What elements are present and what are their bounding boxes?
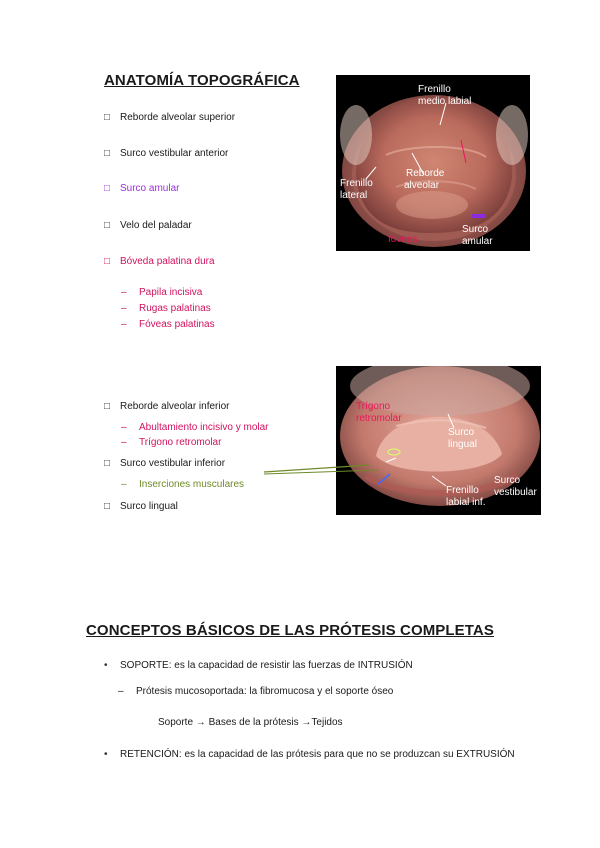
checkbox-bullet-icon: □ xyxy=(104,183,111,194)
photo-label: retromolar xyxy=(356,413,402,424)
section-title-conceptos: CONCEPTOS BÁSICOS DE LAS PRÓTESIS COMPLETAS xyxy=(86,622,494,639)
photo-label: Surco xyxy=(448,427,475,438)
list-item-label: Surco vestibular inferior xyxy=(120,458,226,469)
checkbox-bullet-icon: □ xyxy=(104,458,111,469)
checkbox-bullet-icon: □ xyxy=(104,148,111,159)
photo-label: Frenillo xyxy=(340,178,373,189)
formula-line: Soporte → Bases de la prótesis →Tejidos xyxy=(158,717,343,728)
sub-list-item-label: Fóveas palatinas xyxy=(139,319,215,330)
sub-bullet-label: Prótesis mucosoportada: la fibromucosa y el soporte óseo xyxy=(136,686,394,697)
sub-list-item-label: Trígono retromolar xyxy=(139,437,222,448)
checkbox-bullet-icon: □ xyxy=(104,256,111,267)
photo-label: medio labial xyxy=(418,96,472,107)
checkbox-bullet-icon: □ xyxy=(104,112,111,123)
photo-label: Trígono xyxy=(356,401,391,412)
sub-list-item-label: Abultamiento incisivo y molar xyxy=(139,422,269,433)
photo-label: alveolar xyxy=(404,180,440,191)
bullet-item-soporte xyxy=(104,660,413,671)
bullet-item-label: RETENCIÓN: es la capacidad de las prótesis para que no se produzcan su EXTRUSIÓN xyxy=(120,749,515,760)
list-item-label: Surco vestibular anterior xyxy=(120,148,229,159)
dash-bullet-icon: – xyxy=(121,422,127,433)
dash-bullet-icon: – xyxy=(118,686,124,697)
bullet-item-label: SOPORTE: es la capacidad de resistir las fuerzas de INTRUSIÓN xyxy=(120,660,413,671)
dash-bullet-icon: – xyxy=(121,287,127,298)
photo-label: lingual xyxy=(448,439,477,450)
photo-label: vestibular xyxy=(494,487,537,498)
list-item-label: Reborde alveolar superior xyxy=(120,112,236,123)
list-item-label: Reborde alveolar inferior xyxy=(120,401,230,412)
photo-label: Frenillo xyxy=(446,485,479,496)
list-item-label: Surco lingual xyxy=(120,501,178,512)
checkbox-bullet-icon: □ xyxy=(104,501,111,512)
photo-label: Reborde xyxy=(406,168,445,179)
photo-label: Surco xyxy=(494,475,521,486)
sub-list-item-label: Papila incisiva xyxy=(139,287,203,298)
dash-bullet-icon: – xyxy=(121,437,127,448)
dash-bullet-icon: – xyxy=(121,479,127,490)
photo-label: fóveas xyxy=(388,234,418,245)
sub-list-item-label: Inserciones musculares xyxy=(139,479,245,490)
photo-label: amular xyxy=(462,236,493,247)
section-title-anatomia: ANATOMÍA TOPOGRÁFICA xyxy=(104,72,300,89)
photo-label: labial inf. xyxy=(446,497,486,508)
dot-bullet-icon: • xyxy=(104,660,108,671)
sub-bullet-protesis xyxy=(118,686,393,697)
photo-label: Frenillo xyxy=(418,84,451,95)
sub-list-item-label: Rugas palatinas xyxy=(139,303,211,314)
list-item-label: Surco amular xyxy=(120,183,180,194)
dash-bullet-icon: – xyxy=(121,319,127,330)
dot-bullet-icon: • xyxy=(104,749,108,760)
list-item-label: Bóveda palatina dura xyxy=(120,256,215,267)
dash-bullet-icon: – xyxy=(121,303,127,314)
checkbox-bullet-icon: □ xyxy=(104,401,111,412)
photo-label: lateral xyxy=(340,190,368,201)
checkbox-bullet-icon: □ xyxy=(104,220,111,231)
list-item-label: Velo del paladar xyxy=(120,220,192,231)
photo-label: Surco xyxy=(462,224,489,235)
bullet-item-retencion xyxy=(104,749,515,760)
